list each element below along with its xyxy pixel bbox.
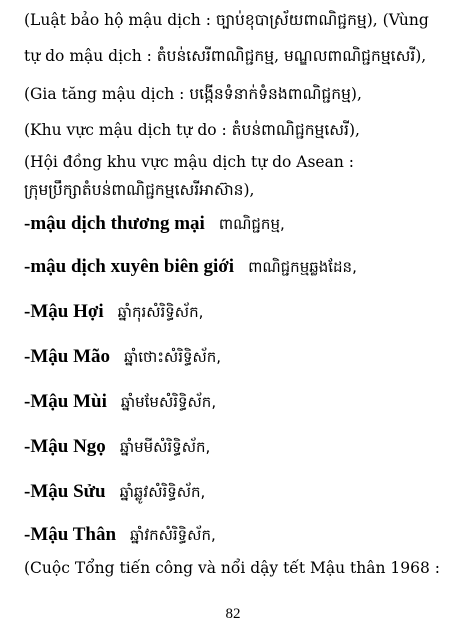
term-khmer: ឆ្នាំមមែសំរិទ្ធិស័ក, — [120, 393, 217, 411]
term-vietnamese: -mậu dịch thương mại — [24, 213, 205, 234]
term-vietnamese: -Mậu Mão — [24, 346, 111, 367]
term-khmer: ពាណិជ្ជកម្មឆ្លងដែន, — [248, 258, 357, 276]
entry-line-4: (Khu vực mậu dịch tự do : តំបន់ពាណិជ្ជកម្មសេរី), — [24, 121, 360, 139]
term-row — [24, 298, 456, 325]
term-vietnamese: -Mậu Thân — [24, 524, 117, 545]
term-vietnamese: -Mậu Ngọ — [24, 436, 106, 457]
entry-line-2: tự do mậu dịch : តំបន់សេរីពាណិជ្ជកម្ម, មណ្ឌលពាណិជ្ជកម្មសេរី), — [24, 47, 427, 65]
term-row — [24, 210, 456, 237]
entry-line-last: (Cuộc Tổng tiến công và nổi dậy tết Mậu thân 1968 : — [24, 559, 440, 577]
term-row — [24, 433, 456, 460]
term-row — [24, 478, 456, 505]
term-khmer: ឆ្នាំមមីសំរិទ្ធិស័ក, — [119, 438, 211, 456]
term-vietnamese: -Mậu Sửu — [24, 481, 106, 502]
entry-line-3: (Gia tăng mậu dịch : បង្កើនទំនាក់ទំនងពាណិជ្ជកម្ម), — [24, 85, 362, 103]
term-row — [24, 343, 456, 370]
term-row — [24, 388, 456, 415]
term-vietnamese: -mậu dịch xuyên biên giới — [24, 256, 235, 277]
term-row — [24, 253, 456, 280]
term-row — [24, 521, 456, 548]
entry-line-5: (Hội đồng khu vực mậu dịch tự do Asean : — [24, 153, 354, 171]
term-khmer: ឆ្នាំថោះសំរិទ្ធិស័ក, — [124, 348, 222, 366]
term-khmer: ឆ្នាំវកសំរិទ្ធិស័ក, — [130, 526, 216, 544]
term-khmer: ឆ្នាំកុរសំរិទ្ធិស័ក, — [117, 303, 204, 321]
term-vietnamese: -Mậu Mùi — [24, 391, 107, 412]
entry-line-6: ក្រុមប្រឹក្សាតំបន់ពាណិជ្ជកម្មសេរីអាស៊ាន), — [24, 181, 255, 199]
term-khmer: ឆ្នាំឆ្លូវសំរិទ្ធិស័ក, — [119, 483, 206, 501]
entry-line-1: (Luật bảo hộ mậu dịch : ច្បាប់ខុបាស្រ័យពាណិជ្ជកម្ម), (Vùng — [24, 11, 429, 29]
term-khmer: ពាណិជ្ជកម្ម, — [218, 215, 285, 233]
page-number: 82 — [225, 606, 241, 622]
term-vietnamese: -Mậu Hợi — [24, 301, 104, 322]
